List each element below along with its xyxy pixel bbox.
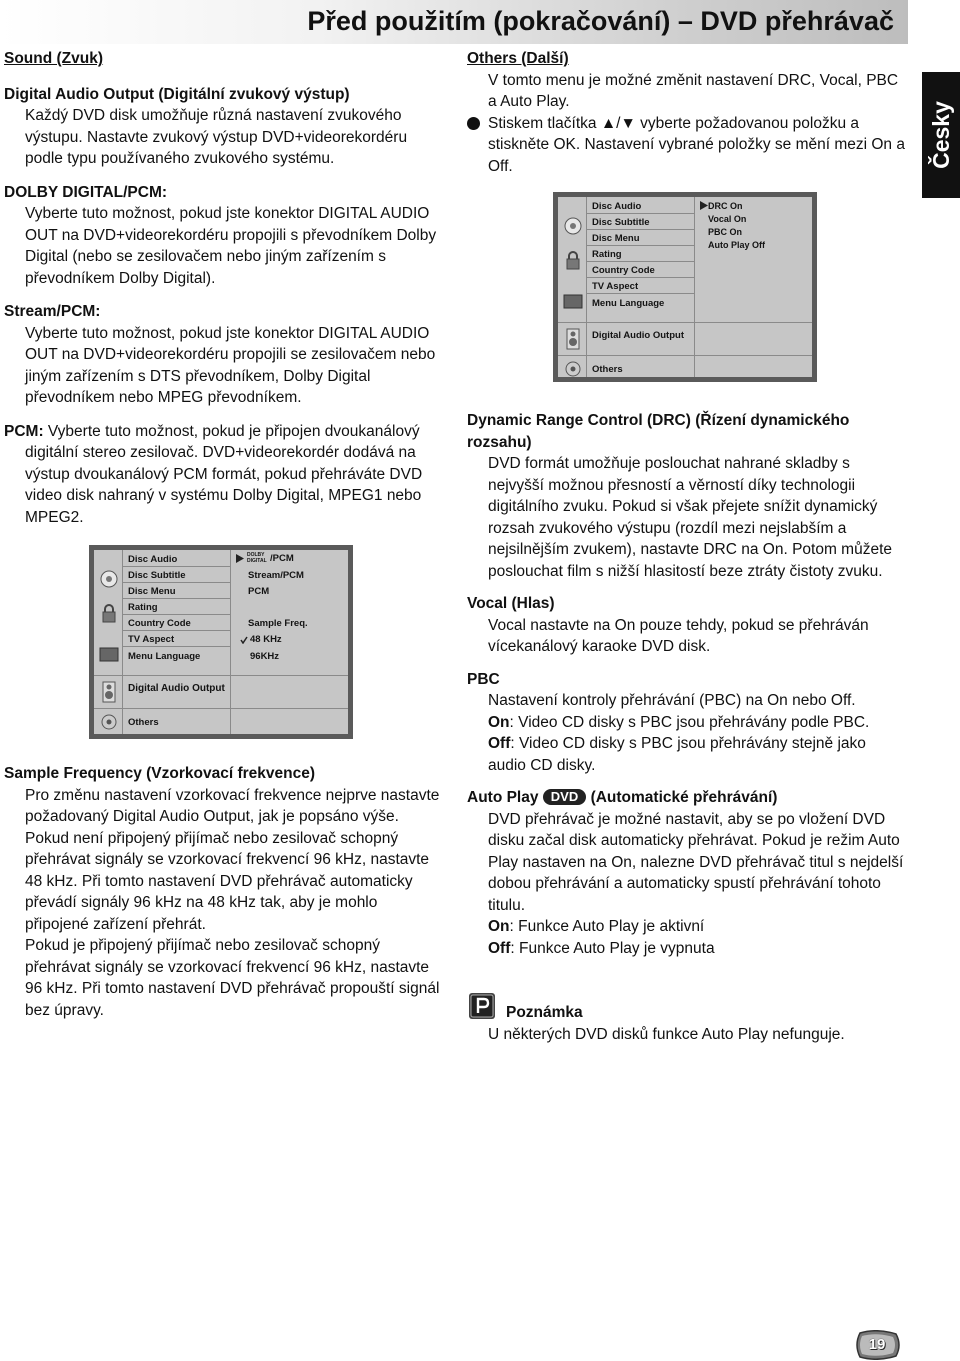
note-icon (469, 993, 495, 1019)
bullet-paragraph (467, 113, 907, 178)
auto-play-off-text: : Funkce Auto Play je vypnuta (510, 939, 715, 957)
menu1-item[interactable]: Disc Menu (128, 586, 176, 597)
right-column-top (467, 48, 907, 177)
sample-frequency-section (4, 763, 444, 1021)
others-menu-screenshot (553, 192, 817, 382)
menu1-option[interactable]: PCM (248, 586, 270, 597)
checkmark-icon (240, 636, 248, 644)
right-column-bottom (467, 410, 907, 959)
menu2-item[interactable]: TV Aspect (592, 281, 639, 292)
menu1-item[interactable]: Country Code (128, 618, 191, 629)
vocal-title: Vocal (Hlas) (467, 595, 555, 612)
digital-small-label: DIGITAL (247, 558, 267, 564)
note-title: Poznámka (506, 1004, 583, 1021)
auto-play-text: DVD přehrávač je možné nastavit, aby se po vložení DVD disku začal disk automaticky přehrávat. Pokud je režim Auto Play nastaven na On, nalezne DVD přehrávač titul s nejdelší dobou přehrávání a automaticky spustí přehrávání tohoto titulu. (488, 810, 904, 914)
tv-icon (99, 647, 119, 663)
menu2-item[interactable]: Disc Subtitle (592, 217, 650, 228)
auto-play-on-label: On (488, 918, 510, 935)
auto-play-off-line (467, 938, 907, 960)
page-title: Před použitím (pokračování) – DVD přehrávač (307, 6, 894, 36)
pcm-text-rest: digitální stereo zesilovač. DVD+videorekordér dodává na výstup dvoukanálový PCM formát, pokud přehráváte DVD video disk nahraný v systému Dolby Digital, MPEG1 nebo MPEG2. (25, 444, 423, 526)
pbc-on-text: : Video CD disky s PBC jsou přehrávány podle PBC. (509, 713, 870, 731)
menu1-option[interactable]: 48 KHz (250, 634, 282, 645)
menu1-item[interactable]: Disc Audio (128, 554, 178, 565)
selection-arrow-icon (236, 554, 244, 563)
menu2-option[interactable]: Auto Play Off (708, 240, 766, 250)
auto-play-title-line (467, 787, 907, 809)
dolby-title: DOLBY DIGITAL/PCM: (4, 183, 168, 201)
note-text: U některých DVD disků funkce Auto Play nefunguje. (488, 1026, 845, 1043)
stream-title: Stream/PCM: (4, 303, 101, 320)
sample-frequency-title: Sample Frequency (Vzorkovací frekvence) (4, 765, 315, 782)
drc-title: Dynamic Range Control (DRC) (Řízení dynamického rozsahu) (467, 412, 850, 451)
disc-icon (564, 217, 582, 235)
menu1-item[interactable]: Others (128, 717, 159, 728)
pcm-paragraph (4, 421, 444, 443)
language-tab (922, 72, 960, 198)
pbc-title: PBC (467, 670, 500, 688)
tv-icon (563, 294, 583, 310)
selection-arrow-icon (700, 201, 708, 210)
auto-play-on-line (467, 916, 907, 938)
digital-audio-output-title: Digital Audio Output (Digitální zvukový výstup) (4, 85, 350, 103)
settings-icon (564, 359, 582, 379)
pbc-off-line (467, 733, 907, 776)
menu1-item[interactable]: Rating (128, 602, 158, 613)
speaker-icon (102, 681, 116, 703)
pbc-off-text: : Video CD disky s PBC jsou přehrávány stejně jako audio CD disky. (488, 735, 866, 774)
pcm-text-first: Vyberte tuto možnost, pokud je připojen dvoukanálový (43, 422, 420, 440)
auto-play-off-label: Off (488, 939, 511, 957)
audio-menu-screenshot (89, 545, 353, 739)
menu2-item[interactable]: Disc Audio (592, 201, 642, 212)
settings-icon (100, 712, 118, 732)
pbc-on-line (467, 712, 907, 734)
menu2-item[interactable]: Rating (592, 249, 622, 260)
sound-section-title: Sound (Zvuk) (4, 50, 104, 67)
pbc-text: Nastavení kontroly přehrávání (PBC) na On nebo Off. (488, 692, 856, 709)
auto-play-on-text: : Funkce Auto Play je aktivní (509, 918, 705, 935)
page-number: 19 (868, 1336, 886, 1353)
lock-icon (101, 603, 117, 623)
dolby-small-label: DOLBY (247, 552, 265, 558)
menu2-item[interactable]: Disc Menu (592, 233, 640, 244)
language-tab-label: Česky (928, 101, 954, 169)
menu1-item[interactable]: Menu Language (128, 651, 201, 662)
menu2-item[interactable]: Digital Audio Output (592, 330, 684, 341)
pbc-off-label: Off (488, 735, 511, 752)
left-column (4, 48, 444, 528)
auto-play-title-2: (Automatické přehrávání) (590, 789, 778, 806)
menu1-option[interactable]: Stream/PCM (248, 570, 304, 581)
menu2-item-selected[interactable]: Others (592, 364, 623, 375)
bullet-icon (467, 117, 480, 130)
speaker-icon (566, 328, 580, 350)
drc-text: DVD formát umožňuje poslouchat nahrané skladby s nejvyšší možnou přesností a věrností díky technologii digitálního zvuku. Pokud si však přejete snížit dynamický rozsah zvukového výstupu (rozdíl mezi nejslabším a nejsilnějším zvukem), nastavte DRC na On. Potom můžete poslouchat film s nižší hlasitostí beze ztráty čistoty zvuku. (488, 455, 893, 580)
vocal-text: Vocal nastavte na On pouze tehdy, pokud se přehráván vícekanálový karaoke DVD disk. (488, 616, 869, 655)
menu1-item[interactable]: Disc Subtitle (128, 570, 186, 581)
others-section-title: Others (Další) (467, 50, 569, 67)
disc-icon (100, 570, 118, 588)
menu1-option[interactable]: Sample Freq. (248, 618, 308, 629)
menu2-option[interactable]: Vocal On (708, 214, 747, 224)
menu2-option[interactable]: PBC On (708, 227, 743, 237)
menu2-item[interactable]: Menu Language (592, 298, 665, 309)
sample-frequency-text-1: Pro změnu nastavení vzorkovací frekvence nejprve nastavte požadovaný Digital Audio Output, jak je popsáno výše. Pokud není připojený přijímač nebo zesilovač schopný přehrávat signály se vzorkovací frekvencí 96 kHz, nastavte 48 kHz. Při tomto nastavení DVD přehrávač automaticky převádí signály 96 kHz na 48 kHz tak, aby je mohlo připojené zařízení přehrát. (25, 786, 440, 933)
lock-icon (565, 250, 581, 270)
menu2-item[interactable]: Country Code (592, 265, 655, 276)
sample-frequency-text-2: Pokud je připojený přijímač nebo zesilovač schopný přehrávat signály se vzorkovací frekvencí 96 kHz, nastavte 96 kHz. Při tomto nastavení DVD přehrávač propouští signál bez úpravy. (25, 937, 440, 1019)
menu1-option[interactable]: 96KHz (250, 651, 280, 662)
bullet-text: Stiskem tlačítka ▲/▼ vyberte požadovanou položku a stiskněte OK. Nastavení vybrané položky se mění mezi On a Off. (488, 114, 905, 175)
stream-text: Vyberte tuto možnost, pokud jste konektor DIGITAL AUDIO OUT na DVD+videorekordéru propojili se zesilovačem nebo jiným zařízením s DTS převodníkem, Dolby Digital převodníkem nebo MPEG převodníkem. (25, 324, 436, 406)
dvd-badge: DVD (543, 789, 586, 805)
menu1-item-selected[interactable]: Digital Audio Output (128, 683, 225, 694)
pbc-on-label: On (488, 713, 510, 731)
digital-audio-output-text: Každý DVD disk umožňuje různá nastavení zvukového výstupu. Nastavte zvukový výstup DVD+videorekordéru podle typu používaného zvukového systému. (25, 107, 408, 167)
dolby-text: Vyberte tuto možnost, pokud jste konektor DIGITAL AUDIO OUT na DVD+videorekordéru propojili s převodníkem Dolby Digital (nebo se zesilovačem nebo jiným zařízením s převodníkem Dolby Digital). (25, 205, 437, 287)
auto-play-title: Auto Play (467, 789, 539, 806)
menu2-option[interactable]: DRC On (708, 201, 743, 211)
menu1-option[interactable]: /PCM (270, 553, 294, 564)
others-text: V tomto menu je možné změnit nastavení DRC, Vocal, PBC a Auto Play. (488, 71, 899, 110)
pcm-label: PCM: (4, 422, 44, 440)
menu1-item[interactable]: TV Aspect (128, 634, 175, 645)
